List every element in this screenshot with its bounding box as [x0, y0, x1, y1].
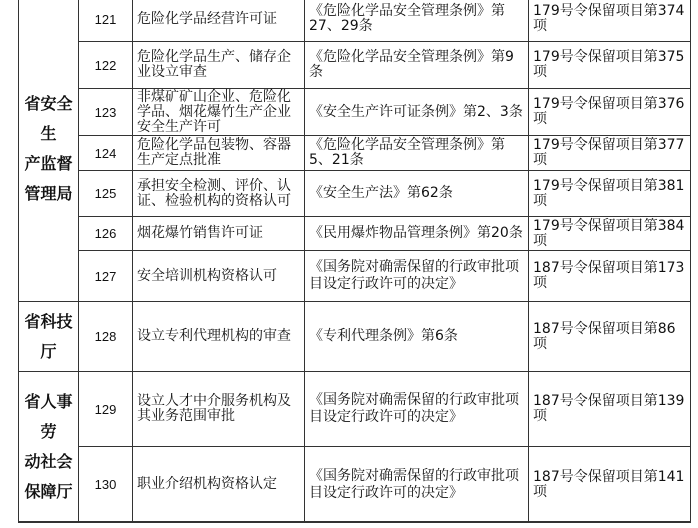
table-row: [19, 42, 691, 89]
table-row: [19, 136, 691, 171]
legal-basis: 《国务院对确需保留的行政审批项目设定行政许可的决定》: [305, 251, 529, 302]
item-number: 124: [79, 136, 133, 171]
item-name: 危险化学品生产、储存企业设立审查: [133, 42, 305, 89]
retention-note: 179号令保留项目第377项: [529, 136, 691, 171]
retention-note: 187号令保留项目第86项: [529, 302, 691, 372]
table-row: [19, 217, 691, 251]
table-row: [19, 0, 691, 42]
legal-basis: 《国务院对确需保留的行政审批项目设定行政许可的决定》: [305, 447, 529, 523]
legal-basis: 《危险化学品安全管理条例》第9条: [305, 42, 529, 89]
legal-basis: 《危险化学品安全管理条例》第5、21条: [305, 136, 529, 171]
item-name: 职业介绍机构资格认定: [133, 447, 305, 523]
agency-cell: [19, 372, 79, 523]
retention-note: 187号令保留项目第139项: [529, 372, 691, 447]
item-name: 设立人才中介服务机构及其业务范围审批: [133, 372, 305, 447]
retention-note: 179号令保留项目第374项: [529, 0, 691, 42]
item-number: 130: [79, 447, 133, 523]
legal-basis: 《专利代理条例》第6条: [305, 302, 529, 372]
table-row: [19, 89, 691, 136]
table-row: [19, 447, 691, 523]
retention-note: 187号令保留项目第173项: [529, 251, 691, 302]
item-number: 121: [79, 0, 133, 42]
permit-table: [18, 0, 691, 523]
agency-cell: [19, 0, 79, 302]
item-name: 危险化学品包装物、容器生产定点批准: [133, 136, 305, 171]
item-number: 122: [79, 42, 133, 89]
retention-note: 179号令保留项目第375项: [529, 42, 691, 89]
legal-basis: 《安全生产法》第62条: [305, 171, 529, 217]
item-name: 设立专利代理机构的审查: [133, 302, 305, 372]
table-row: [19, 372, 691, 447]
item-number: 125: [79, 171, 133, 217]
legal-basis: 《安全生产许可证条例》第2、3条: [305, 89, 529, 136]
item-number: 126: [79, 217, 133, 251]
retention-note: 179号令保留项目第384项: [529, 217, 691, 251]
agency-name: 省安全生 产监督 管理局: [24, 94, 73, 203]
legal-basis: 《国务院对确需保留的行政审批项目设定行政许可的决定》: [305, 372, 529, 447]
item-number: 129: [79, 372, 133, 447]
agency-cell: [19, 302, 79, 372]
retention-note: 187号令保留项目第141项: [529, 447, 691, 523]
legal-basis: 《危险化学品安全管理条例》第27、29条: [305, 0, 529, 42]
table-row: [19, 302, 691, 372]
item-name: 非煤矿矿山企业、危险化学品、烟花爆竹生产企业安全生产许可: [133, 89, 305, 136]
item-number: 128: [79, 302, 133, 372]
legal-basis: 《民用爆炸物品管理条例》第20条: [305, 217, 529, 251]
item-number: 123: [79, 89, 133, 136]
permit-table-page: [18, 0, 690, 523]
table-row: [19, 251, 691, 302]
item-name: 烟花爆竹销售许可证: [133, 217, 305, 251]
retention-note: 179号令保留项目第376项: [529, 89, 691, 136]
item-number: 127: [79, 251, 133, 302]
item-name: 危险化学品经营许可证: [133, 0, 305, 42]
table-row: [19, 171, 691, 217]
item-name: 承担安全检测、评价、认证、检验机构的资格认可: [133, 171, 305, 217]
agency-name: 省科技 厅: [24, 311, 73, 361]
retention-note: 179号令保留项目第381项: [529, 171, 691, 217]
agency-name: 省人事 劳 动社会 保障厅: [24, 392, 73, 501]
item-name: 安全培训机构资格认可: [133, 251, 305, 302]
